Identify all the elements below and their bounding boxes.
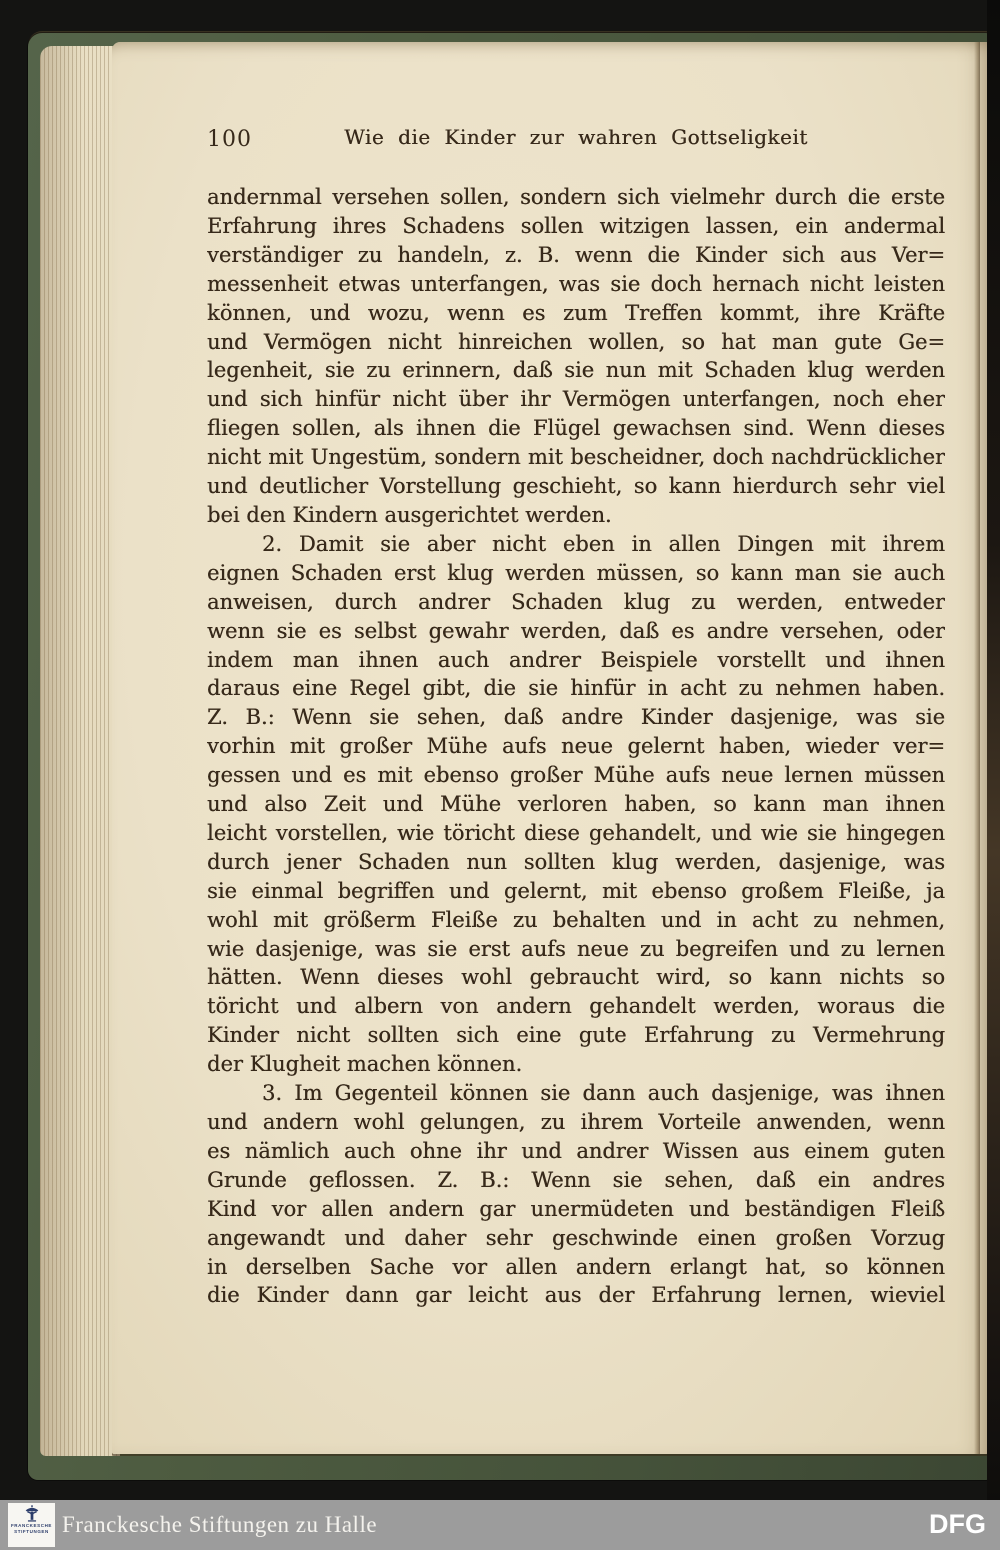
footer-bar — [0, 1500, 1000, 1550]
text-line: fliegen sollen, als ihnen die Flügel gewachsen sind. Wenn dieses — [207, 416, 945, 441]
book-block-shadow — [987, 0, 1000, 1550]
text-line: verständiger zu handeln, z. B. wenn die Kinder sich aus Ver= — [207, 242, 945, 267]
text-line: Kind vor allen andern gar unermüdeten und beständigen Fleiß — [207, 1196, 945, 1221]
text-line: durch jener Schaden nun sollten klug werden, dasjenige, was — [207, 849, 945, 874]
text-line: wohl mit größerm Fleiße zu behalten und in acht zu nehmen, — [207, 907, 945, 932]
page-header — [207, 125, 945, 159]
text-line: können, und wozu, wenn es zum Treffen kommt, ihre Kräfte — [207, 300, 945, 325]
text-line: 3. Im Gegenteil können sie dann auch dasjenige, was ihnen — [262, 1081, 945, 1106]
running-title: Wie die Kinder zur wahren Gottseligkeit — [344, 125, 808, 149]
text-line: töricht und albern von andern gehandelt werden, woraus die — [207, 994, 945, 1019]
book-page — [112, 42, 988, 1454]
text-line: und also Zeit und Mühe verloren haben, so kann man ihnen — [207, 792, 945, 817]
text-line: andernmal versehen sollen, sondern sich vielmehr durch die erste — [207, 185, 945, 209]
text-line: sie einmal begriffen und gelernt, mit ebenso großem Fleiße, ja — [207, 878, 945, 903]
text-line: Erfahrung ihres Schadens sollen witzigen lassen, ein andermal — [207, 213, 945, 238]
text-line: vorhin mit großer Mühe aufs neue gelernt haben, wieder ver= — [207, 734, 945, 759]
text-block — [207, 185, 945, 1312]
text-line: leicht vorstellen, wie töricht diese gehandelt, und wie sie hingegen — [207, 820, 945, 845]
franckesche-stiftungen-logo — [8, 1503, 55, 1547]
dfg-logo: DFG — [929, 1508, 986, 1539]
text-line: die Kinder dann gar leicht aus der Erfahrung lernen, wieviel — [207, 1283, 945, 1308]
text-line: der Klugheit machen können. — [207, 1052, 523, 1077]
text-line: Z. B.: Wenn sie sehen, daß andre Kinder dasjenige, was sie — [207, 705, 945, 730]
text-line: anweisen, durch andrer Schaden klug zu werden, entweder — [207, 589, 945, 614]
text-line: Grunde geflossen. Z. B.: Wenn sie sehen, daß ein andres — [207, 1167, 945, 1192]
text-line: und Vermögen nicht hinreichen wollen, so hat man gute Ge= — [207, 329, 945, 354]
text-line: messenheit etwas unterfangen, was sie doch hernach nicht leisten — [207, 271, 945, 296]
text-line: Kinder nicht sollten sich eine gute Erfahrung zu Vermehrung — [207, 1023, 945, 1048]
text-line: daraus eine Regel gibt, die sie hinfür in acht zu nehmen haben. — [207, 676, 945, 701]
text-line: und sich hinfür nicht über ihr Vermögen unterfangen, noch eher — [207, 387, 945, 412]
text-line: indem man ihnen auch andrer Beispiele vorstellt und ihnen — [207, 647, 945, 672]
text-line: 2. Damit sie aber nicht eben in allen Dingen mit ihrem — [262, 531, 945, 556]
text-line: es nämlich auch ohne ihr und andrer Wissen aus einem guten — [207, 1138, 945, 1163]
text-line: in derselben Sache vor allen andern erlangt hat, so können — [207, 1254, 945, 1279]
text-line: und deutlicher Vorstellung geschieht, so kann hierdurch sehr viel — [207, 474, 945, 499]
text-line: angewandt und daher sehr geschwinde einen großen Vorzug — [207, 1225, 945, 1250]
page-fold — [974, 42, 980, 1454]
text-line: und andern wohl gelungen, zu ihrem Vorteile anwenden, wenn — [207, 1110, 945, 1134]
text-line: bei den Kindern ausgerichtet werden. — [207, 502, 612, 527]
logo-caption-line1: FRANCKESCHE — [10, 1523, 53, 1528]
orphanage-figure-icon — [21, 1505, 43, 1523]
page-number: 100 — [207, 127, 252, 152]
logo-caption-line2: STIFTUNGEN — [14, 1528, 49, 1534]
text-line: hätten. Wenn dieses wohl gebraucht wird, so kann nichts so — [207, 965, 945, 990]
text-line: wenn sie es selbst gewahr werden, daß es andre versehen, oder — [207, 618, 945, 643]
page-edges — [40, 46, 120, 1456]
institution-name: Franckesche Stiftungen zu Halle — [62, 1512, 378, 1537]
text-line: legenheit, sie zu erinnern, daß sie nun mit Schaden klug werden — [207, 358, 945, 383]
text-line: gessen und es mit ebenso großer Mühe aufs neue lernen müssen — [207, 763, 945, 788]
text-line: nicht mit Ungestüm, sondern mit bescheidner, doch nachdrücklicher — [207, 445, 945, 470]
text-line: eignen Schaden erst klug werden müssen, so kann man sie auch — [207, 560, 945, 585]
text-line: wie dasjenige, was sie erst aufs neue zu begreifen und zu lernen — [207, 936, 945, 961]
